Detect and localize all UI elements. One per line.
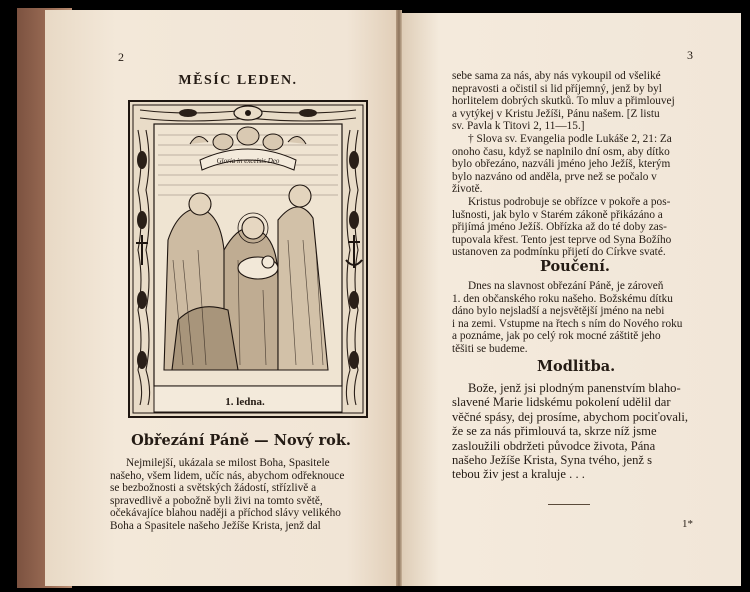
text-line: i na zemi. Vstupme na řtech s ním do Nového roku	[452, 317, 683, 330]
text-line: Bože, jenž jsi plodným panenstvím blaho-	[468, 381, 681, 395]
month-title: MĚSÍC LEDEN.	[178, 73, 298, 88]
pouceni-text	[452, 280, 698, 356]
section-title-pouceni: Poučení.	[540, 258, 610, 275]
text-line: tupovala křest. Tento jest teprve od Syna Božího	[452, 233, 672, 246]
page-number-right: 3	[687, 48, 693, 62]
text-line: a vytýkej v Kristu Ježíši, Pánu našem. [Z listu	[452, 107, 660, 120]
text-line: zasloužili obdržeti původce života, Pána	[452, 438, 656, 453]
section-title-modlitba: Modlitba.	[537, 358, 616, 375]
text-line: se bezbožnosti a světských žádostí, střízlivě a	[110, 482, 317, 495]
text-line: věčné spásy, dej prosíme, abychom pociťovali,	[452, 409, 689, 424]
text-line: bylo obřezáno, nazváli jméno jeho Ježíš, kterým	[452, 158, 671, 171]
text-line: našeho, všem lidem, učíc nás, abychom odřeknouce	[110, 469, 345, 482]
text-line: sv. Pavla k Titovi 2, 11—15.]	[452, 120, 585, 133]
text-line: bylo nazváno od anděla, prve než se počalo v	[452, 170, 657, 183]
text-line: ustanoven za podmínku přijetí do Církve svaté.	[452, 246, 666, 259]
image-caption: 1. ledna.	[225, 396, 265, 408]
modlitba-text	[452, 381, 698, 482]
signature-mark: 1*	[682, 518, 693, 530]
book-gutter	[396, 10, 402, 586]
text-line: Kristus podrobuje se obřízce v pokoře a pos-	[468, 195, 671, 208]
text-line: a poznáme, jak po celý rok mocné záštitě jeho	[452, 330, 661, 343]
text-line: † Slova sv. Evangelia podle Lukáše 2, 21: Za	[468, 132, 672, 145]
angel-banner-text: Gloria in excelsis Deo	[216, 157, 280, 165]
text-line: spravedlivě a pobožně byli živi na tomto světě,	[110, 494, 323, 507]
text-line: horlitelem dobrých skutků. To mluv a přimlouvej	[452, 95, 675, 108]
text-line: že se za nás přimlouvá ta, skrze níž jsme	[452, 424, 657, 439]
text-line: životě.	[452, 183, 483, 196]
text-line: 1. den občanského roku našeho. Božskému dítku	[452, 292, 673, 305]
text-line: našeho Ježíše Krista, Syna tvého, jenž s	[452, 453, 653, 468]
text-line: slavené Marie lidskému pokolení udělil dar	[452, 395, 671, 410]
text-line: Boha a Spasitele našeho Ježíše Krista, jenž dal	[110, 519, 321, 532]
left-body-text	[110, 457, 380, 533]
text-line: nepravosti a očistil si lid příjemný, jenž by byl	[452, 82, 662, 95]
text-line: těšiti se budeme.	[452, 342, 528, 355]
right-body-text	[452, 70, 698, 259]
text-line: tebou živ jest a kraluje . . .	[452, 467, 585, 482]
text-line: dáno bylo nejsladší a nejsvětější jméno na nebi	[452, 305, 665, 318]
text-line: přijímá jméno Ježíš. Obřízka až do té doby zas-	[452, 221, 667, 234]
section-title-obrezani: Obřezání Páně — Nový rok.	[131, 432, 351, 449]
text-line: onoho času, když se naplnilo dní osm, aby dítko	[452, 145, 670, 158]
text-line: očekávajíce blahou naději a příchod slávy velikého	[110, 507, 341, 520]
ornamental-rule	[548, 504, 590, 505]
nativity-engraving	[128, 100, 368, 418]
text-line: Dnes na slavnost obřezání Páně, je zároveň	[468, 280, 664, 292]
text-line: Nejmilejší, ukázala se milost Boha, Spasitele	[126, 457, 330, 469]
text-line: sebe sama za nás, aby nás vykoupil od všeliké	[452, 70, 661, 82]
page-number-left: 2	[118, 50, 124, 64]
text-line: lušnosti, jak bylo v Starém zákoně přikázáno a	[452, 208, 663, 221]
